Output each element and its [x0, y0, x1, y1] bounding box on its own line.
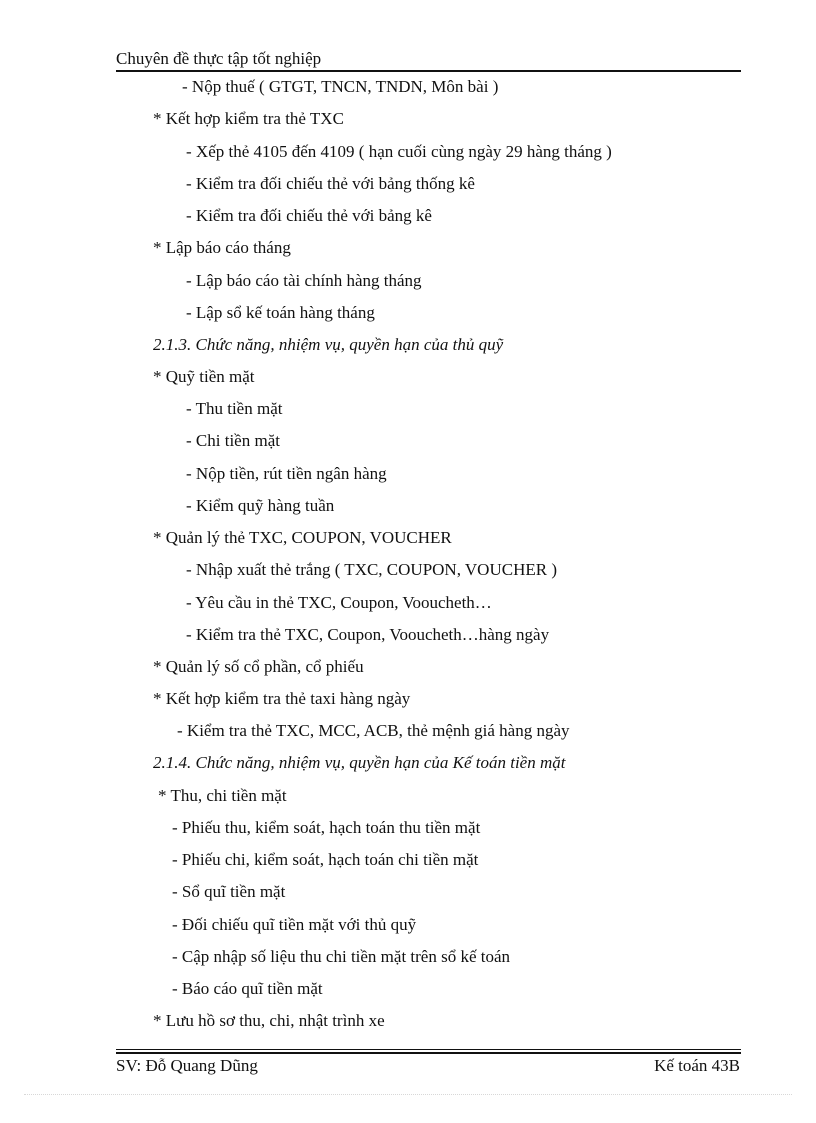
text-line: * Thu, chi tiền mặt	[158, 786, 287, 805]
text-line: - Yêu cầu in thẻ TXC, Coupon, Vooucheth…	[186, 593, 492, 612]
text-line: * Quản lý thẻ TXC, COUPON, VOUCHER	[153, 528, 452, 547]
text-line: - Nộp tiền, rút tiền ngân hàng	[186, 464, 387, 483]
text-line: - Xếp thẻ 4105 đến 4109 ( hạn cuối cùng ngày 29 hàng tháng )	[186, 142, 612, 161]
text-line: - Nhập xuất thẻ trắng ( TXC, COUPON, VOUCHER )	[186, 560, 557, 579]
text-line: - Kiểm tra đối chiếu thẻ với bảng thống kê	[186, 174, 475, 193]
text-line: - Kiểm tra đối chiếu thẻ với bảng kê	[186, 206, 432, 225]
text-line: - Sổ quĩ tiền mặt	[172, 882, 286, 901]
text-line: - Thu tiền mặt	[186, 399, 283, 418]
text-line: * Lập báo cáo tháng	[153, 238, 291, 257]
footer-rule-thin	[116, 1049, 741, 1050]
text-line: - Phiếu thu, kiểm soát, hạch toán thu tiền mặt	[172, 818, 481, 837]
footer-student-name: SV: Đỗ Quang Dũng	[116, 1056, 258, 1075]
text-line: - Đối chiếu quĩ tiền mặt với thủ quỹ	[172, 915, 417, 934]
text-line: - Lập báo cáo tài chính hàng tháng	[186, 271, 422, 290]
text-line: - Phiếu chi, kiểm soát, hạch toán chi tiền mặt	[172, 850, 479, 869]
text-line: - Kiểm tra thẻ TXC, Coupon, Vooucheth…hàng ngày	[186, 625, 550, 644]
text-line: - Kiểm quỹ hàng tuần	[186, 496, 335, 515]
text-line: * Kết hợp kiểm tra thẻ TXC	[153, 109, 344, 128]
page-header-title: Chuyên đề thực tập tốt nghiệp	[116, 49, 322, 68]
footer-rule-thick	[116, 1052, 741, 1054]
text-line: * Quản lý số cổ phần, cổ phiếu	[153, 657, 364, 676]
text-line: - Chi tiền mặt	[186, 431, 280, 450]
page-edge-divider	[24, 1094, 792, 1095]
text-line: - Nộp thuế ( GTGT, TNCN, TNDN, Môn bài )	[182, 77, 499, 96]
text-line: * Quỹ tiền mặt	[153, 367, 255, 386]
text-line: - Kiểm tra thẻ TXC, MCC, ACB, thẻ mệnh giá hàng ngày	[177, 721, 570, 740]
footer-class-name: Kế toán 43B	[654, 1056, 740, 1075]
section-heading: 2.1.4. Chức năng, nhiệm vụ, quyền hạn của Kế toán tiền mặt	[153, 753, 566, 772]
section-heading: 2.1.3. Chức năng, nhiệm vụ, quyền hạn của thủ quỹ	[153, 335, 504, 354]
text-line: - Báo cáo quĩ tiền mặt	[172, 979, 323, 998]
text-line: - Lập sổ kế toán hàng tháng	[186, 303, 375, 322]
text-line: - Cập nhập số liệu thu chi tiền mặt trên sổ kế toán	[172, 947, 511, 966]
text-line: * Lưu hồ sơ thu, chi, nhật trình xe	[153, 1011, 385, 1030]
text-line: * Kết hợp kiểm tra thẻ taxi hàng ngày	[153, 689, 411, 708]
